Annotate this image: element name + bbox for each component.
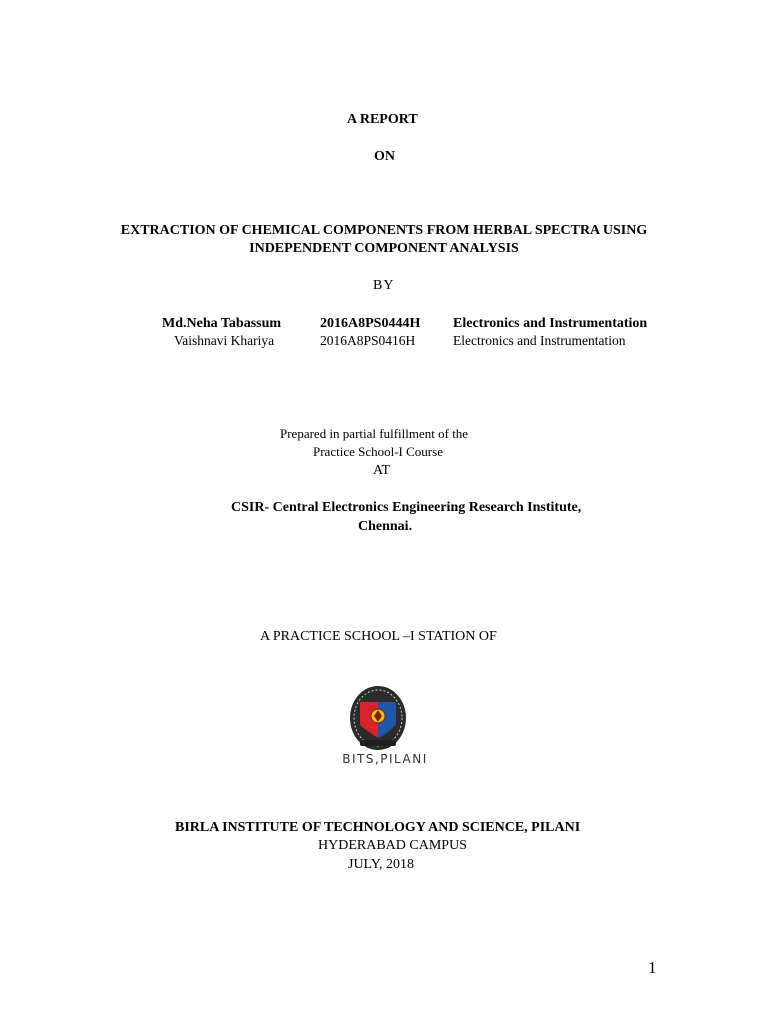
campus-name: HYDERABAD CAMPUS (318, 838, 467, 853)
university-logo (330, 684, 440, 770)
university-name: BIRLA INSTITUTE OF TECHNOLOGY AND SCIENCE, PILANI (175, 820, 581, 835)
bits-pilani-emblem-icon (330, 684, 440, 754)
report-on-label: ON (374, 149, 395, 164)
at-label: AT (373, 463, 391, 478)
institute-line2: Chennai. (358, 519, 413, 534)
student-name: Md.Neha Tabassum (162, 316, 282, 331)
student-id: 2016A8PS0416H (320, 333, 416, 348)
student-dept: Electronics and Instrumentation (453, 333, 626, 348)
prepared-line1: Prepared in partial fulfillment of the (280, 426, 469, 441)
prepared-line2: Practice School-I Course (313, 444, 443, 459)
page-number: 1 (648, 958, 657, 977)
report-title-line1: EXTRACTION OF CHEMICAL COMPONENTS FROM HERBAL SPECTRA USING (120, 223, 648, 238)
by-label: BY (373, 278, 395, 293)
logo-caption: BITS,PILANI (342, 752, 428, 766)
institute-line1: CSIR- Central Electronics Engineering Research Institute, (231, 500, 582, 515)
report-date: JULY, 2018 (348, 857, 415, 872)
student-id: 2016A8PS0444H (320, 316, 421, 331)
student-dept: Electronics and Instrumentation (453, 316, 648, 331)
report-title-line2: INDEPENDENT COMPONENT ANALYSIS (249, 241, 519, 256)
report-label: A REPORT (347, 112, 418, 127)
student-name: Vaishnavi Khariya (174, 333, 275, 348)
station-line: A PRACTICE SCHOOL –I STATION OF (260, 629, 497, 644)
